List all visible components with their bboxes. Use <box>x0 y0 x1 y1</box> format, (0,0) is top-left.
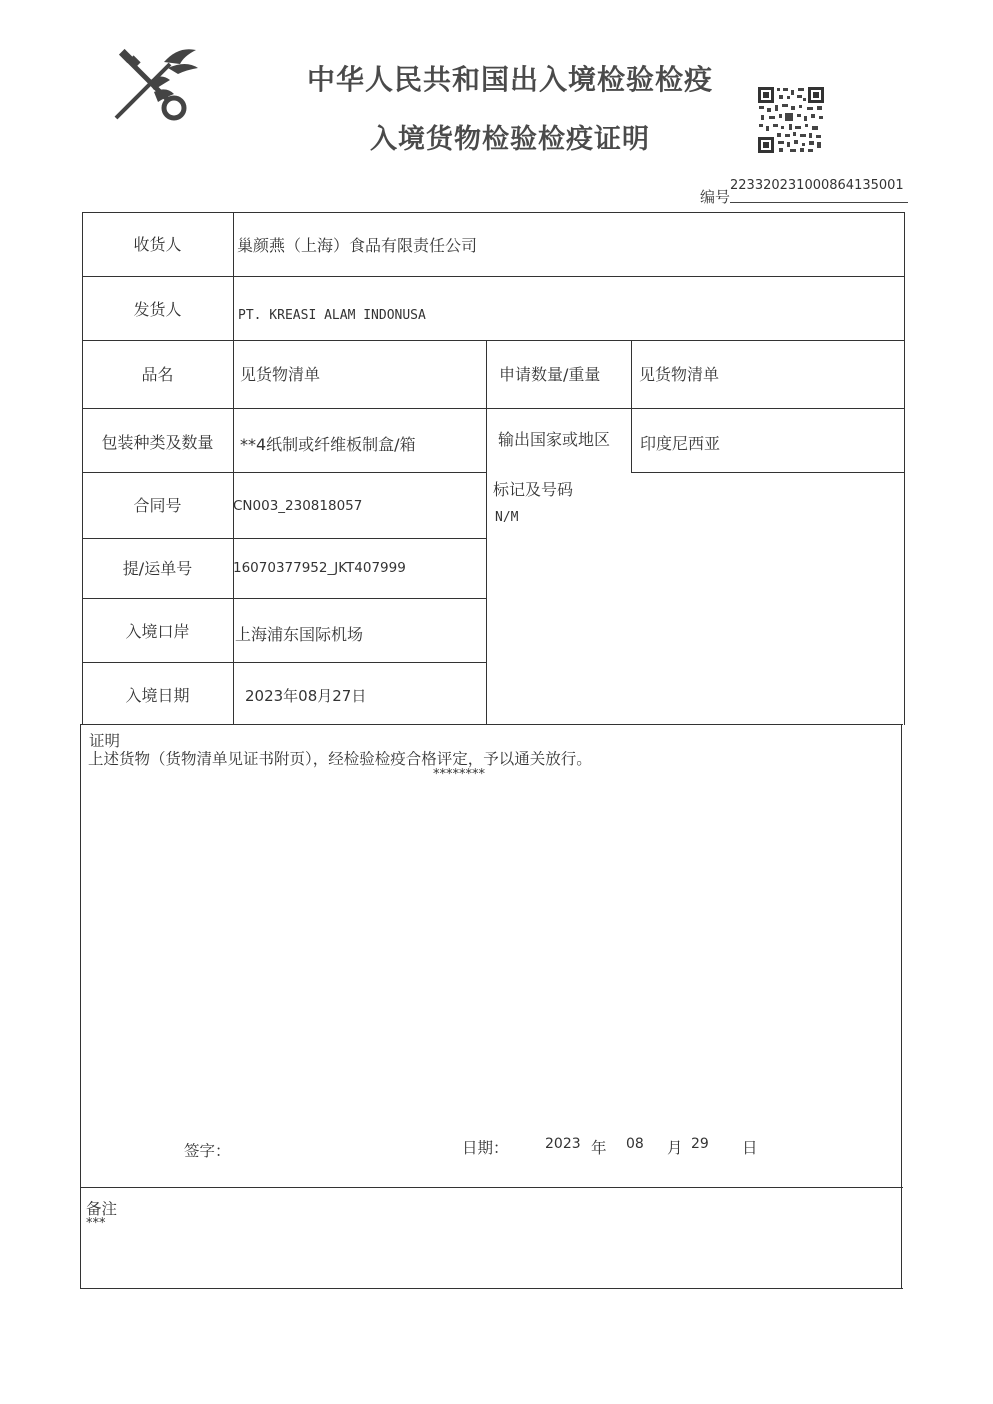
row-divider <box>82 340 905 341</box>
consignee-value: 巢颜燕（上海）食品有限责任公司 <box>237 236 478 255</box>
contract-value: CN003_230818057 <box>233 498 363 514</box>
quantity-label: 申请数量/重量 <box>499 365 601 384</box>
serial-underline <box>730 202 908 203</box>
document-title-line1: 中华人民共和国出入境检验检疫 <box>306 63 713 96</box>
certificate-heading: 证明 <box>89 732 121 750</box>
document-title-line2: 入境货物检验检疫证明 <box>370 124 650 155</box>
signature-label: 签字： <box>184 1142 231 1160</box>
serial-number: 223320231000864135001 <box>730 178 904 193</box>
table-border-top <box>82 212 905 213</box>
row-divider <box>82 276 905 277</box>
consignor-value: PT. KREASI ALAM INDONUSA <box>238 308 426 323</box>
qr-code-icon <box>757 86 825 154</box>
issue-date-label: 日期： <box>462 1139 509 1157</box>
origin-value: 印度尼西亚 <box>640 434 721 453</box>
info-table <box>82 212 905 725</box>
column-divider <box>486 340 487 725</box>
certificate-separator: ******** <box>433 767 485 782</box>
product-value: 见货物清单 <box>240 365 321 384</box>
section-border-top <box>80 724 903 725</box>
packing-label: 包装种类及数量 <box>101 433 214 452</box>
issue-year-unit: 年 <box>591 1139 607 1157</box>
customs-emblem-icon <box>108 42 200 126</box>
contract-label: 合同号 <box>133 496 182 515</box>
issue-day-unit: 日 <box>742 1139 758 1157</box>
serial-label: 编号 <box>700 188 731 206</box>
row-divider <box>82 662 486 663</box>
origin-label: 输出国家或地区 <box>498 430 611 449</box>
section-border-right <box>901 724 902 1289</box>
section-border-bottom <box>80 1288 903 1289</box>
issue-month-unit: 月 <box>667 1139 683 1157</box>
remarks-label: 备注 <box>86 1200 118 1218</box>
bill-of-lading-value: 16070377952_JKT407999 <box>233 560 406 576</box>
remarks-value: *** <box>86 1216 106 1231</box>
column-divider <box>233 212 234 725</box>
row-divider <box>631 472 905 473</box>
issue-month: 08 <box>626 1136 644 1152</box>
consignor-label: 发货人 <box>133 300 182 319</box>
entry-port-label: 入境口岸 <box>125 622 190 641</box>
row-divider <box>82 598 486 599</box>
table-border-right <box>904 212 905 725</box>
section-border-left <box>80 724 81 1289</box>
certificate-statement: 上述货物（货物清单见证书附页），经检验检疫合格评定，予以通关放行。 <box>88 750 592 768</box>
entry-date-label: 入境日期 <box>125 686 190 705</box>
row-divider <box>82 408 905 409</box>
certificate-section <box>80 724 903 1289</box>
table-border-left <box>82 212 83 725</box>
entry-port-value: 上海浦东国际机场 <box>235 625 364 644</box>
serial-number-field <box>698 178 908 206</box>
row-divider <box>82 538 486 539</box>
bill-of-lading-label: 提/运单号 <box>122 559 193 578</box>
remarks-divider <box>80 1187 903 1188</box>
packing-value: **4纸制或纤维板制盒/箱 <box>240 435 416 454</box>
entry-date-value: 2023年08月27日 <box>245 687 367 705</box>
quantity-value: 见货物清单 <box>639 365 720 384</box>
row-divider <box>82 472 486 473</box>
issue-year: 2023 <box>545 1136 581 1152</box>
consignee-label: 收货人 <box>133 235 182 254</box>
product-label: 品名 <box>141 365 174 384</box>
issue-day: 29 <box>691 1136 709 1152</box>
column-divider <box>631 340 632 472</box>
marks-label: 标记及号码 <box>493 480 574 499</box>
marks-value: N/M <box>495 510 519 525</box>
